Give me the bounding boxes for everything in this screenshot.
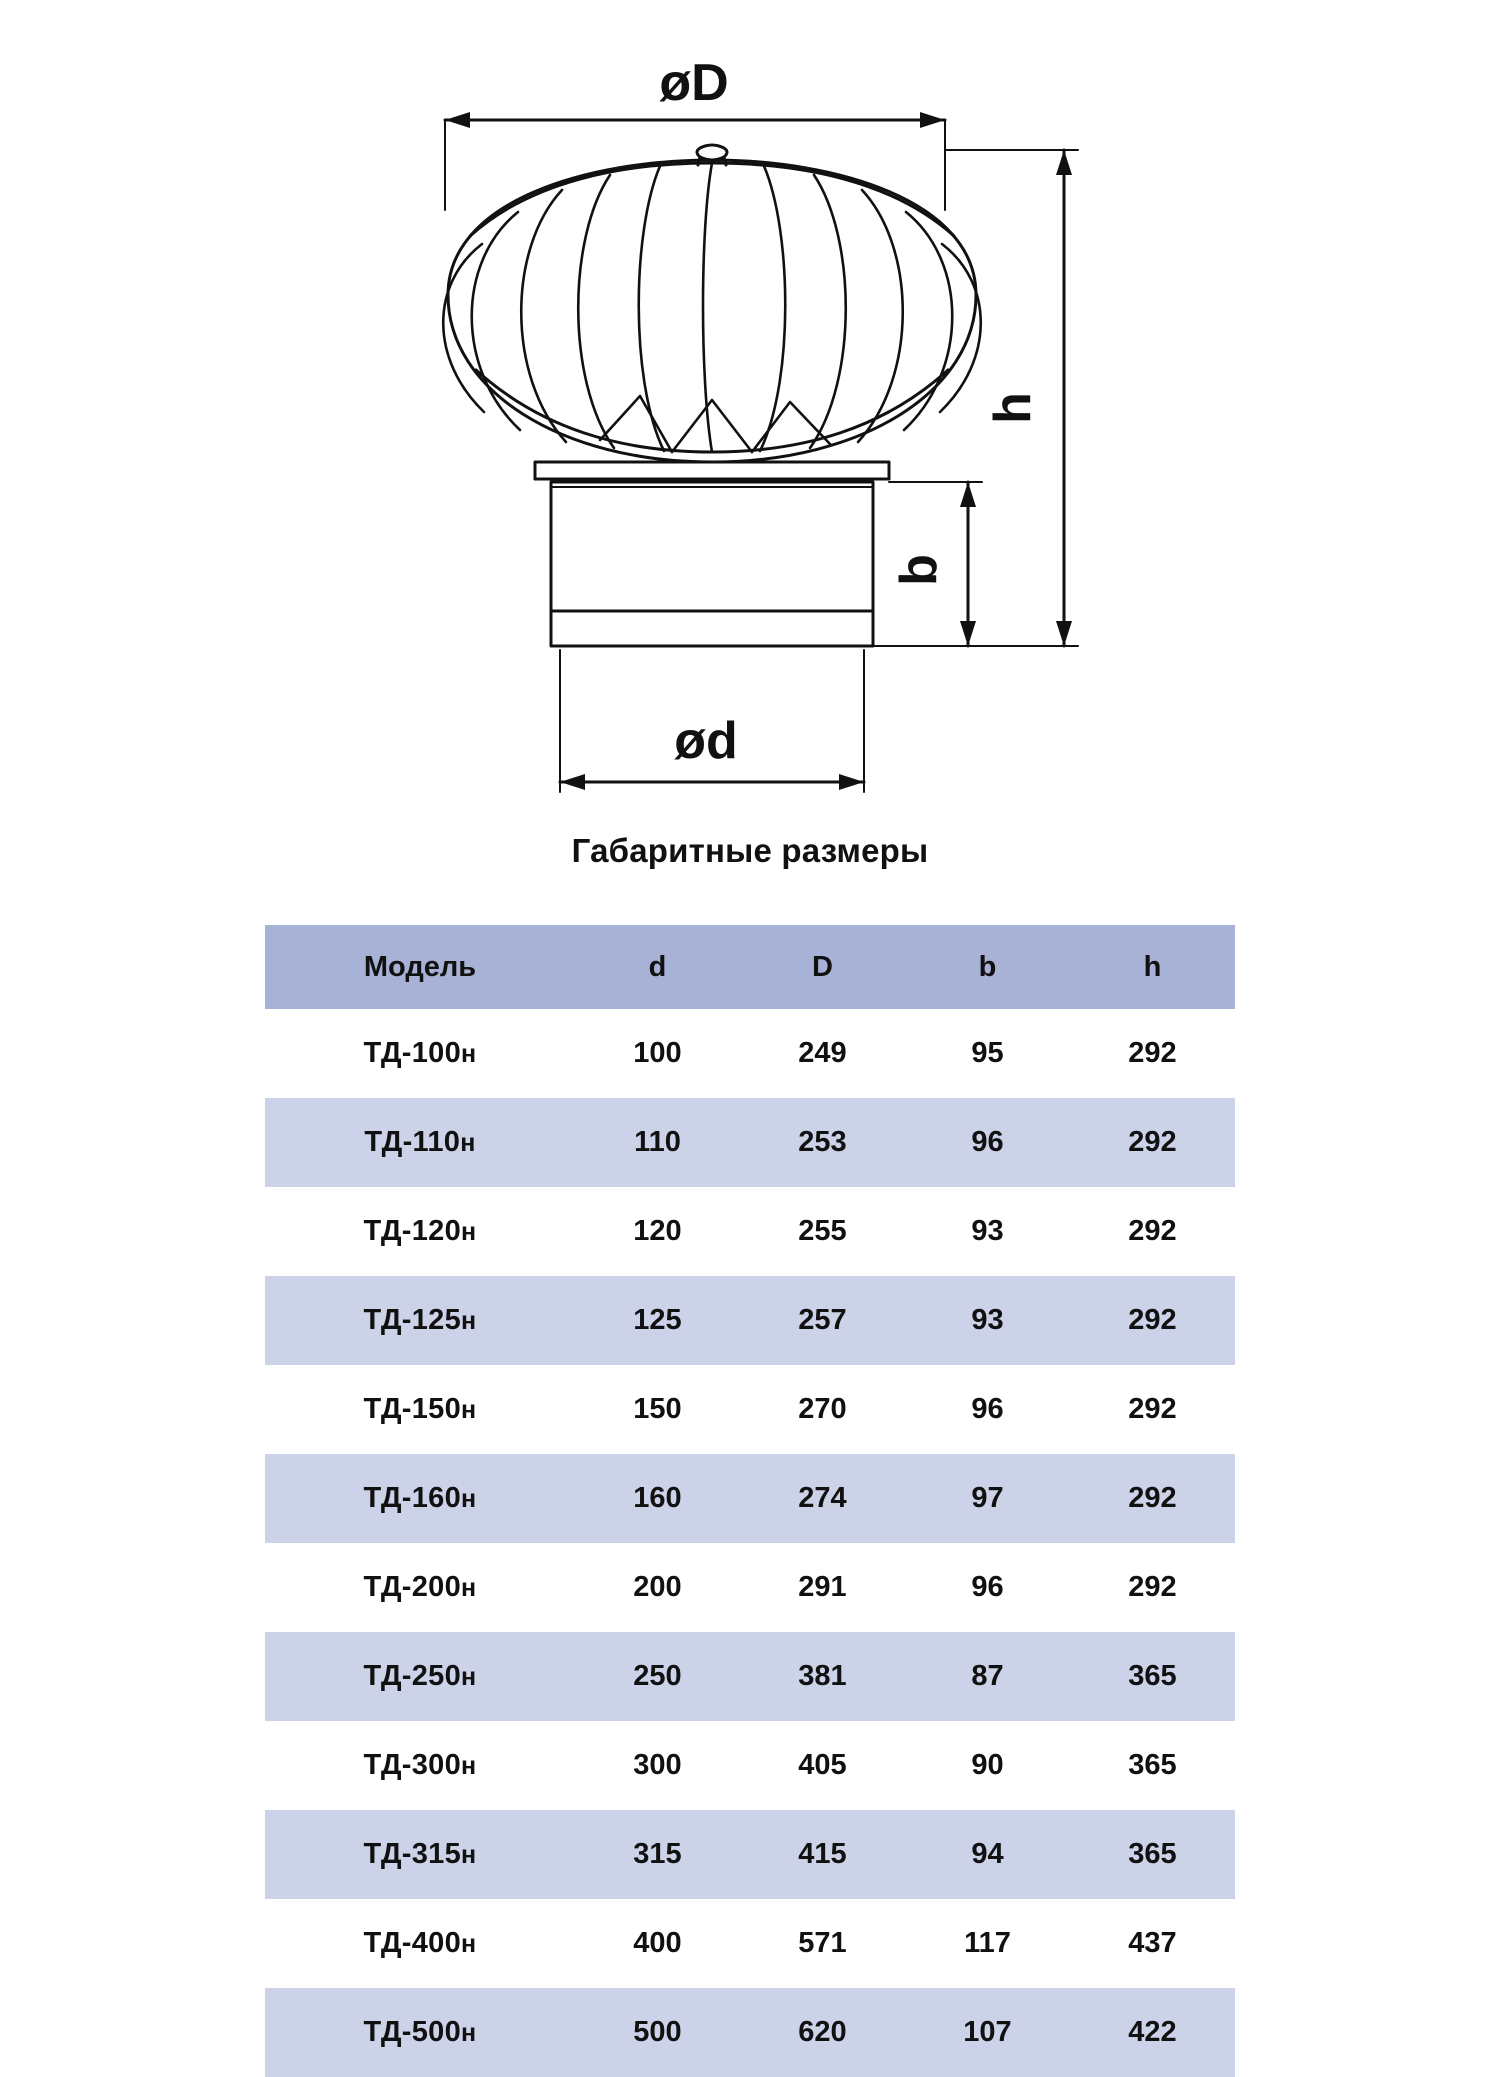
column-header-h: h bbox=[1070, 925, 1235, 1009]
table-row bbox=[265, 1009, 1235, 1098]
column-header-b: b bbox=[905, 925, 1070, 1009]
cell-model bbox=[265, 1543, 575, 1632]
cell-model bbox=[265, 1276, 575, 1365]
cell-d: 160 bbox=[633, 1482, 682, 1514]
model-suffix: н bbox=[461, 1663, 477, 1691]
cell-b: 95 bbox=[971, 1037, 1004, 1069]
cell-b: 90 bbox=[971, 1749, 1004, 1781]
table-row bbox=[265, 1187, 1235, 1276]
table-row bbox=[265, 1632, 1235, 1721]
cell-h: 292 bbox=[1128, 1393, 1177, 1425]
cell-D: 270 bbox=[798, 1393, 847, 1425]
dimensions-table bbox=[265, 925, 1235, 2077]
label-outer-diameter: øD bbox=[659, 54, 729, 112]
cell-h: 422 bbox=[1128, 2016, 1177, 2048]
cell-h: 365 bbox=[1128, 1749, 1177, 1781]
column-header-D: D bbox=[740, 925, 905, 1009]
label-height: h bbox=[984, 392, 1042, 424]
model-base: ТД-125 bbox=[363, 1304, 462, 1336]
cell-model bbox=[265, 1899, 575, 1988]
cell-D: 381 bbox=[798, 1660, 847, 1692]
model-base: ТД-110 bbox=[364, 1126, 461, 1158]
turbine-blades bbox=[443, 163, 981, 452]
model-suffix: н bbox=[461, 1752, 477, 1780]
model-suffix: н bbox=[461, 1574, 477, 1602]
model-base: ТД-300 bbox=[363, 1749, 462, 1781]
cell-h: 292 bbox=[1128, 1215, 1177, 1247]
cell-D: 249 bbox=[798, 1037, 847, 1069]
cell-d: 315 bbox=[633, 1838, 682, 1870]
cell-D: 255 bbox=[798, 1215, 847, 1247]
cell-b: 107 bbox=[963, 2016, 1012, 2048]
table-row bbox=[265, 1365, 1235, 1454]
cell-model bbox=[265, 1721, 575, 1810]
column-header-d: d bbox=[575, 925, 740, 1009]
cell-h: 292 bbox=[1128, 1571, 1177, 1603]
model-base: ТД-500 bbox=[363, 2016, 462, 2048]
model-suffix: н bbox=[461, 1485, 477, 1513]
model-base: ТД-250 bbox=[363, 1660, 462, 1692]
flange-plate bbox=[535, 462, 889, 479]
cell-model bbox=[265, 1098, 575, 1187]
cell-h: 365 bbox=[1128, 1660, 1177, 1692]
model-base: ТД-120 bbox=[363, 1215, 462, 1247]
cell-h: 292 bbox=[1128, 1482, 1177, 1514]
label-band-height: b bbox=[890, 554, 948, 586]
model-suffix: н bbox=[461, 1218, 477, 1246]
model-base: ТД-315 bbox=[363, 1838, 462, 1870]
table-row bbox=[265, 1454, 1235, 1543]
model-suffix: н bbox=[461, 2019, 477, 2047]
cell-d: 400 bbox=[633, 1927, 682, 1959]
cell-d: 120 bbox=[633, 1215, 682, 1247]
model-base: ТД-200 bbox=[363, 1571, 462, 1603]
cell-b: 94 bbox=[971, 1838, 1004, 1870]
turbine-deflector-drawing bbox=[0, 0, 1500, 820]
cell-d: 250 bbox=[633, 1660, 682, 1692]
cell-b: 93 bbox=[971, 1304, 1004, 1336]
table-header-row bbox=[265, 925, 1235, 1009]
table-row bbox=[265, 1543, 1235, 1632]
cell-b: 97 bbox=[971, 1482, 1004, 1514]
model-base: ТД-100 bbox=[363, 1037, 462, 1069]
cell-b: 96 bbox=[971, 1571, 1004, 1603]
cell-D: 405 bbox=[798, 1749, 847, 1781]
table-row bbox=[265, 1721, 1235, 1810]
model-suffix: н bbox=[461, 1307, 477, 1335]
cell-h: 292 bbox=[1128, 1304, 1177, 1336]
cell-model bbox=[265, 1365, 575, 1454]
table-row bbox=[265, 1988, 1235, 2077]
cell-d: 110 bbox=[634, 1126, 681, 1158]
cell-D: 571 bbox=[798, 1927, 847, 1959]
table-row bbox=[265, 1810, 1235, 1899]
table-row bbox=[265, 1276, 1235, 1365]
table-row bbox=[265, 1098, 1235, 1187]
model-suffix: н bbox=[461, 1841, 477, 1869]
cell-D: 415 bbox=[798, 1838, 847, 1870]
cell-d: 125 bbox=[633, 1304, 682, 1336]
cell-b: 96 bbox=[971, 1393, 1004, 1425]
cell-model bbox=[265, 1810, 575, 1899]
cell-d: 200 bbox=[633, 1571, 682, 1603]
cell-h: 292 bbox=[1128, 1126, 1177, 1158]
model-suffix: н bbox=[460, 1129, 476, 1157]
cell-D: 291 bbox=[798, 1571, 847, 1603]
model-suffix: н bbox=[461, 1396, 477, 1424]
cell-h: 292 bbox=[1128, 1037, 1177, 1069]
duct-body bbox=[551, 482, 873, 646]
model-base: ТД-160 bbox=[363, 1482, 462, 1514]
cell-model bbox=[265, 1187, 575, 1276]
cell-b: 96 bbox=[971, 1126, 1004, 1158]
model-base: ТД-400 bbox=[363, 1927, 462, 1959]
cell-D: 274 bbox=[798, 1482, 847, 1514]
cell-model bbox=[265, 1632, 575, 1721]
turbine-body-outline bbox=[448, 160, 976, 462]
cell-model bbox=[265, 1454, 575, 1543]
cell-b: 117 bbox=[964, 1927, 1011, 1959]
column-header-model: Модель bbox=[265, 925, 575, 1009]
cell-D: 257 bbox=[798, 1304, 847, 1336]
cell-d: 150 bbox=[633, 1393, 682, 1425]
cell-b: 93 bbox=[971, 1215, 1004, 1247]
cell-d: 500 bbox=[633, 2016, 682, 2048]
model-base: ТД-150 bbox=[363, 1393, 462, 1425]
cell-D: 620 bbox=[798, 2016, 847, 2048]
model-suffix: н bbox=[461, 1040, 477, 1068]
cell-h: 365 bbox=[1128, 1838, 1177, 1870]
cell-model bbox=[265, 1009, 575, 1098]
label-inner-diameter: ød bbox=[674, 712, 738, 770]
model-suffix: н bbox=[461, 1930, 477, 1958]
cell-b: 87 bbox=[971, 1660, 1004, 1692]
cell-d: 100 bbox=[633, 1037, 682, 1069]
cell-d: 300 bbox=[633, 1749, 682, 1781]
cell-model bbox=[265, 1988, 575, 2077]
table-row bbox=[265, 1899, 1235, 1988]
cell-D: 253 bbox=[798, 1126, 847, 1158]
cell-h: 437 bbox=[1128, 1927, 1177, 1959]
table-title: Габаритные размеры bbox=[571, 832, 929, 869]
